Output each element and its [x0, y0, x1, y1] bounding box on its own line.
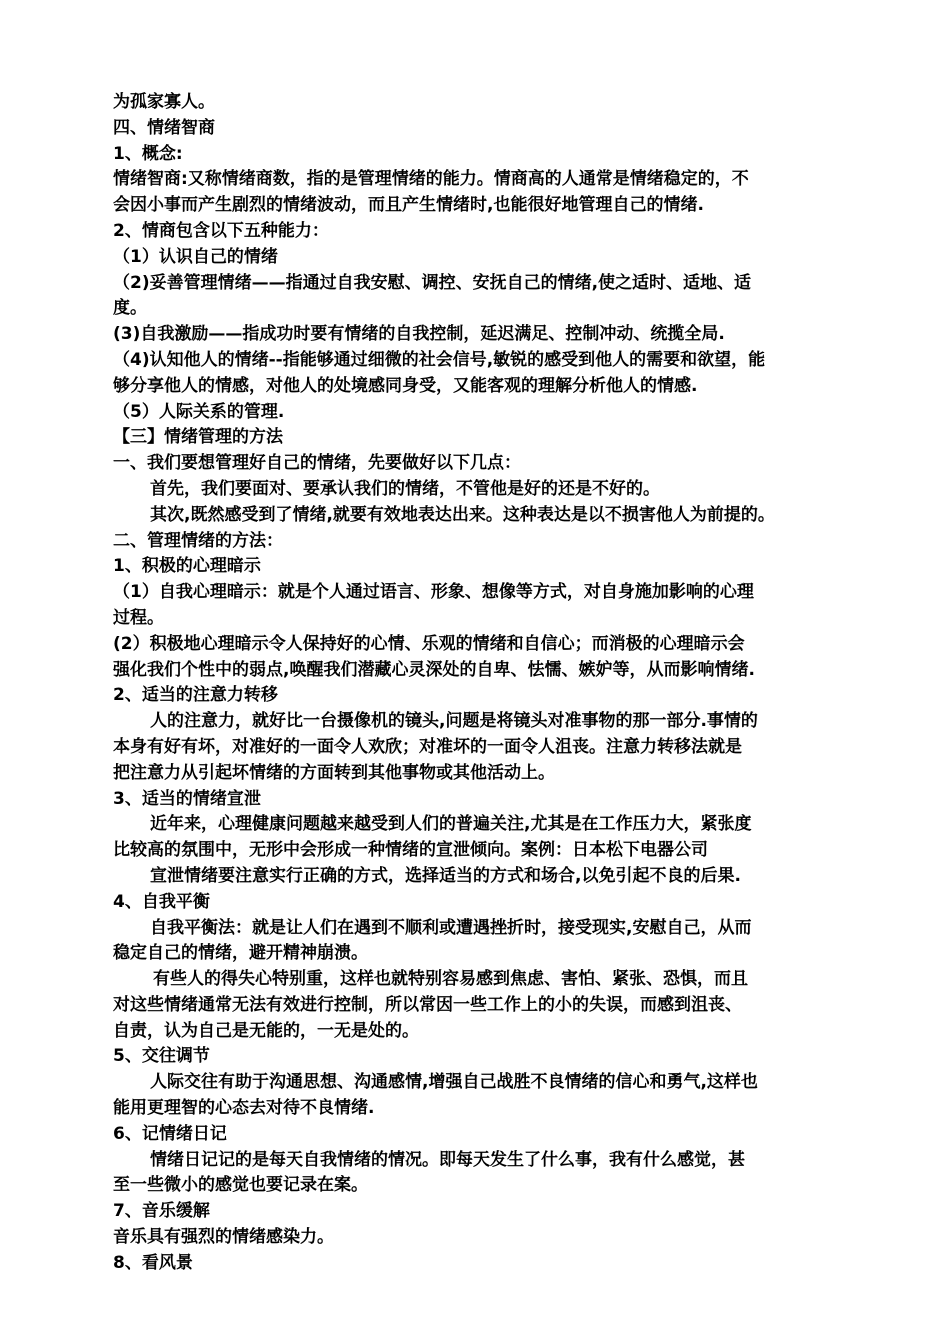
- text-line: 自责，认为自己是无能的，一无是处的。: [113, 1020, 419, 1041]
- text-line: 度。: [113, 298, 147, 319]
- text-line: 1、概念:: [113, 143, 183, 164]
- text-line: 四、情绪智商: [113, 117, 215, 138]
- text-line: 情绪智商:又称情绪商数，指的是管理情绪的能力。情商高的人通常是情绪稳定的，不: [113, 169, 749, 190]
- text-line: 强化我们个性中的弱点,唤醒我们潜藏心灵深处的自卑、怯懦、嫉妒等，从而影响情绪.: [113, 659, 755, 680]
- text-line: （1）自我心理暗示：就是个人通过语言、形象、想像等方式，对自身施加影响的心理: [113, 582, 754, 603]
- text-line: 首先，我们要面对、要承认我们的情绪，不管他是好的还是不好的。: [150, 478, 660, 499]
- text-line: （5）人际关系的管理.: [113, 401, 285, 422]
- text-line: 对这些情绪通常无法有效进行控制，所以常因一些工作上的小的失误，而感到沮丧、: [113, 994, 742, 1015]
- text-line: 8、看风景: [113, 1252, 193, 1273]
- text-line: 2、适当的注意力转移: [113, 685, 278, 706]
- text-line: 为孤家寡人。: [113, 92, 215, 112]
- text-line: 本身有好有坏，对准好的一面令人欢欣；对准坏的一面令人沮丧。注意力转移法就是: [113, 736, 742, 757]
- text-line: 【三】情绪管理的方法: [113, 427, 283, 448]
- text-line: 二、管理情绪的方法：: [113, 530, 283, 551]
- text-line: (3)自我激励——指成功时要有情绪的自我控制，延迟满足、控制冲动、统揽全局.: [113, 324, 725, 345]
- document-body: [113, 90, 840, 1277]
- text-line: 3、适当的情绪宣泄: [113, 788, 261, 809]
- text-line: 2、情商包含以下五种能力：: [113, 220, 329, 241]
- text-line: 过程。: [113, 607, 164, 628]
- text-line: 至一些微小的感觉也要记录在案。: [113, 1175, 368, 1196]
- text-line: 5、交往调节: [113, 1046, 210, 1067]
- text-line: 7、音乐缓解: [113, 1201, 210, 1222]
- text-line: 把注意力从引起坏情绪的方面转到其他事物或其他活动上。: [113, 762, 555, 783]
- text-line: 稳定自己的情绪，避开精神崩溃。: [113, 943, 368, 964]
- text-line: 自我平衡法：就是让人们在遇到不顺利或遭遇挫折时，接受现实,安慰自己，从而: [150, 917, 752, 938]
- text-line: 一、我们要想管理好自己的情绪，先要做好以下几点：: [113, 453, 521, 474]
- text-line: 1、积极的心理暗示: [113, 556, 261, 577]
- text-line: 音乐具有强烈的情绪感染力。: [113, 1227, 334, 1248]
- text-line: 其次,既然感受到了情绪,就要有效地表达出来。这种表达是以不损害他人为前提的。: [150, 504, 775, 525]
- text-line: (2）积极地心理暗示令人保持好的心情、乐观的情绪和自信心；而消极的心理暗示会: [113, 633, 745, 654]
- text-line: 宣泄情绪要注意实行正确的方式，选择适当的方式和场合,以免引起不良的后果.: [150, 865, 741, 886]
- text-line: 够分享他人的情感，对他人的处境感同身受，又能客观的理解分析他人的情感.: [113, 375, 698, 396]
- text-line: （4)认知他人的情绪--指能够通过细微的社会信号,敏锐的感受到他人的需要和欲望，能: [113, 349, 766, 370]
- text-line: 4、自我平衡: [113, 891, 210, 912]
- text-line: 比较高的氛围中，无形中会形成一种情绪的宣泄倾向。案例：日本松下电器公司: [113, 840, 708, 861]
- text-line: 会因小事而产生剧烈的情绪波动，而且产生情绪时,也能很好地管理自己的情绪.: [113, 195, 704, 216]
- text-line: 6、记情绪日记: [113, 1123, 227, 1144]
- text-line: 有些人的得失心特别重，这样也就特别容易感到焦虑、害怕、紧张、恐惧，而且: [153, 969, 748, 990]
- text-line: 能用更理智的心态去对待不良情绪.: [113, 1098, 375, 1119]
- text-line: （1）认识自己的情绪: [113, 246, 278, 267]
- text-line: 情绪日记记的是每天自我情绪的情况。即每天发生了什么事，我有什么感觉，甚: [150, 1149, 745, 1170]
- text-line: 人际交往有助于沟通思想、沟通感情,增强自己战胜不良情绪的信心和勇气,这样也: [150, 1072, 758, 1093]
- text-line: （2)妥善管理情绪——指通过自我安慰、调控、安抚自己的情绪,使之适时、适地、适: [113, 272, 752, 293]
- text-line: 人的注意力，就好比一台摄像机的镜头,问题是将镜头对准事物的那一部分.事情的: [150, 711, 758, 732]
- text-line: 近年来，心理健康问题越来越受到人们的普遍关注,尤其是在工作压力大，紧张度: [150, 814, 752, 835]
